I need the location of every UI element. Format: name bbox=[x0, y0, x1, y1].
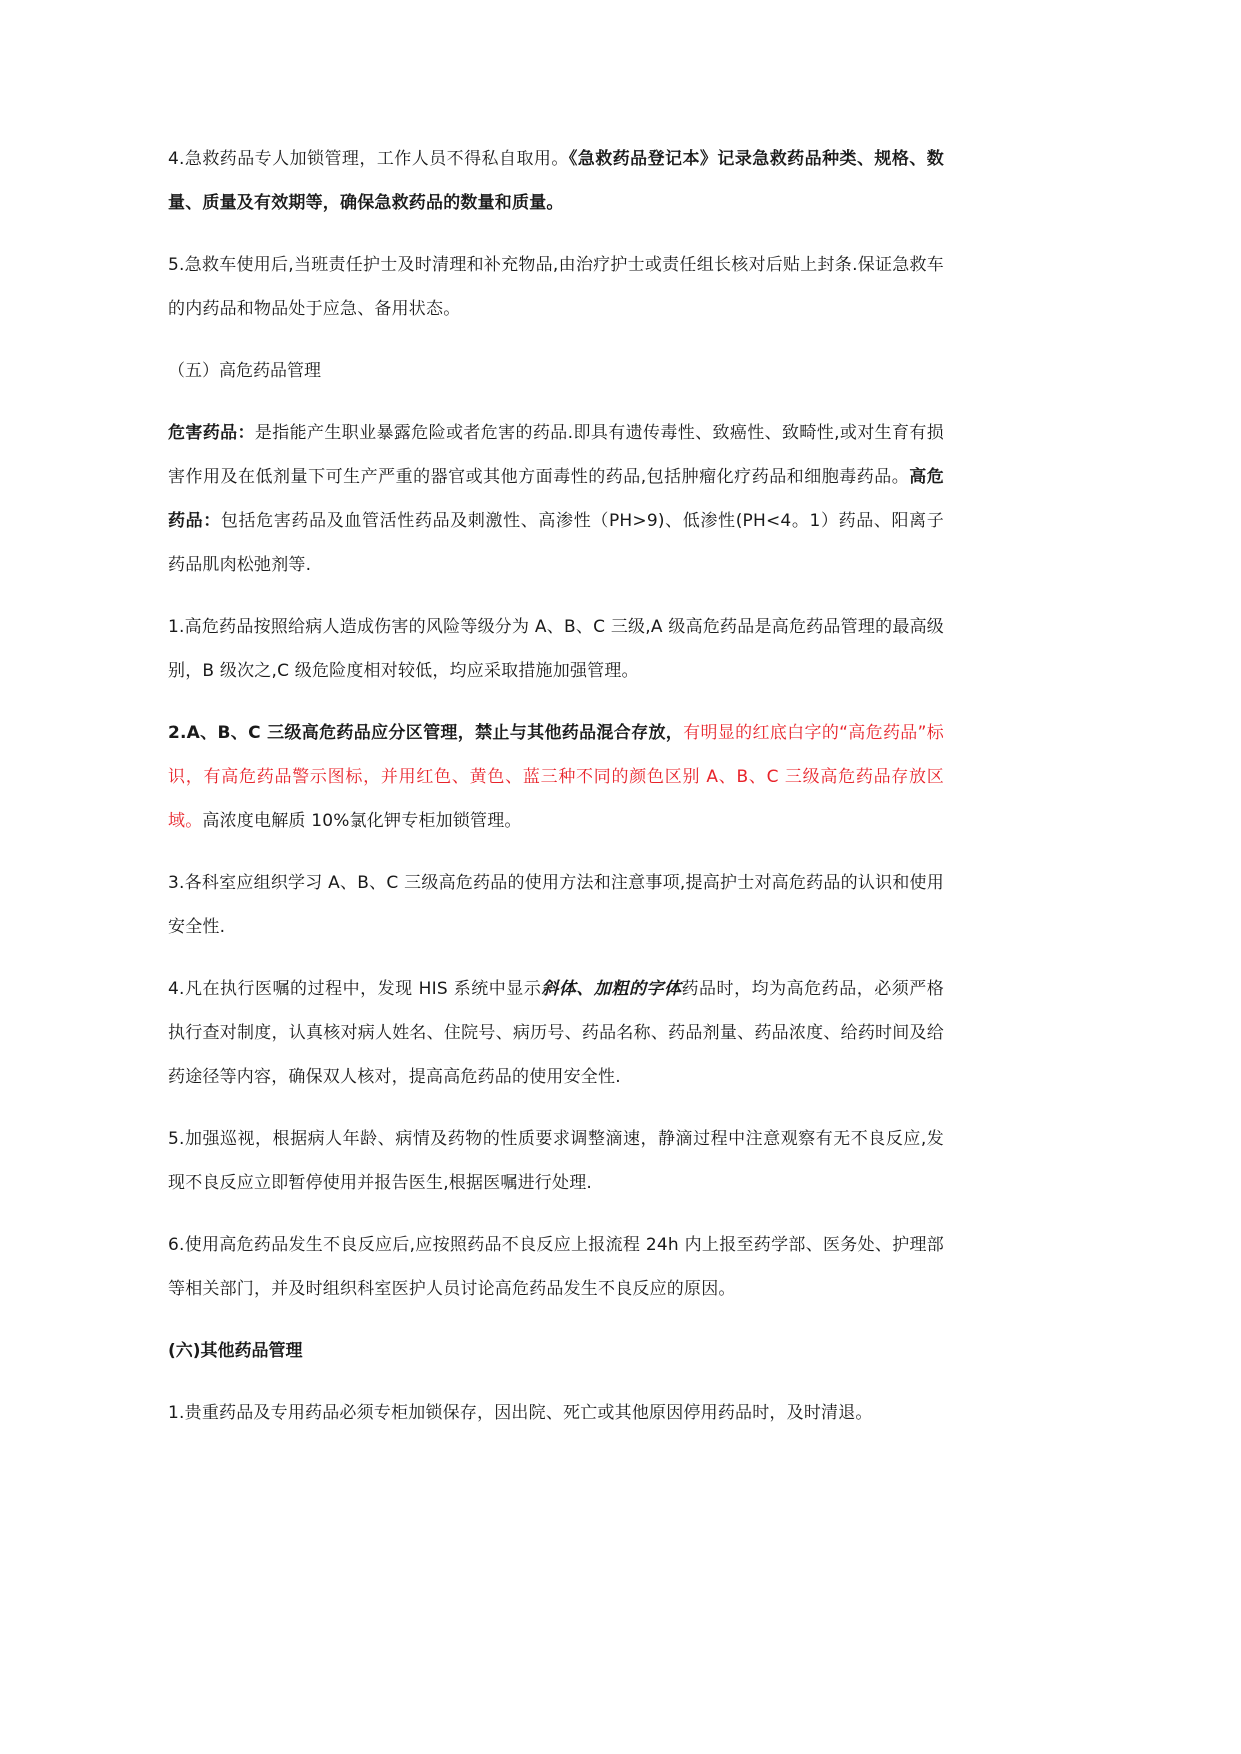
term-hazardous-drugs: 危害药品： bbox=[168, 423, 255, 443]
text-run: 6.使用高危药品发生不良反应后,应按照药品不良反应上报流程 24h 内上报至药学部、医务处、护理部等相关部门，并及时组织科室医护人员讨论高危药品发生不良反应的原因。 bbox=[168, 1235, 944, 1299]
bold-text-run: 2.A、B、C 三级高危药品应分区管理，禁止与其他药品混合存放， bbox=[168, 723, 684, 743]
text-run: 5.加强巡视，根据病人年龄、病情及药物的性质要求调整滴速，静滴过程中注意观察有无不良反应,发现不良反应立即暂停使用并报告医生,根据医嘱进行处理. bbox=[168, 1129, 944, 1193]
text-run: 3.各科室应组织学习 A、B、C 三级高危药品的使用方法和注意事项,提高护士对高危药品的认识和使用安全性. bbox=[168, 873, 944, 937]
paragraph-emergency-drug-lock bbox=[168, 137, 944, 225]
paragraph-high-alert-levels bbox=[168, 605, 944, 693]
text-run: 1.高危药品按照给病人造成伤害的风险等级分为 A、B、C 三级,A 级高危药品是高危药品管理的最高级别，B 级次之,C 级危险度相对较低，均应采取措施加强管理。 bbox=[168, 617, 944, 681]
paragraph-monitoring bbox=[168, 1117, 944, 1205]
bold-text-run: 《急救药品登记本》记录急救药品种类、规格、数量、质量及有效期等，确保急救药品的数量和质量。 bbox=[168, 149, 944, 213]
text-run: 4.凡在执行医嘱的过程中，发现 HIS 系统中显示 bbox=[168, 979, 542, 999]
definition-hazardous-drugs: 是指能产生职业暴露危险或者危害的药品.即具有遗传毒性、致癌性、致畸性,或对生育有损害作用及在低剂量下可生产严重的器官或其他方面毒性的药品,包括肿瘤化疗药品和细胞毒药品。 bbox=[168, 423, 944, 487]
bold-italic-text-run: 斜体、加粗的字体 bbox=[541, 979, 682, 999]
paragraph-definitions bbox=[168, 411, 944, 587]
text-run: 5.急救车使用后,当班责任护士及时清理和补充物品,由治疗护士或责任组长核对后贴上封条.保证急救车的内药品和物品处于应急、备用状态。 bbox=[168, 255, 944, 319]
text-run: 4.急救药品专人加锁管理，工作人员不得私自取用。 bbox=[168, 149, 569, 169]
paragraph-training bbox=[168, 861, 944, 949]
paragraph-adverse-reaction bbox=[168, 1223, 944, 1311]
text-run: 1.贵重药品及专用药品必须专柜加锁保存，因出院、死亡或其他原因停用药品时，及时清退。 bbox=[168, 1403, 873, 1423]
paragraph-his-check bbox=[168, 967, 944, 1099]
text-run: 高浓度电解质 10%氯化钾专柜加锁管理。 bbox=[202, 811, 522, 831]
paragraph-zoned-storage bbox=[168, 711, 944, 843]
section-heading-other-drugs: (六)其他药品管理 bbox=[168, 1341, 303, 1361]
document-page bbox=[168, 137, 944, 1453]
paragraph-emergency-cart bbox=[168, 243, 944, 331]
red-highlight-text: 有明显的红底白字的“高危药品”标识，有高危药品警示图标，并用红色、黄色、蓝三种不同的颜色区别 A、B、C 三级高危药品存放区域。 bbox=[168, 723, 944, 831]
section-heading-high-alert: （五）高危药品管理 bbox=[168, 361, 321, 381]
paragraph-valuable-drugs bbox=[168, 1391, 944, 1435]
term-high-alert-drugs: 高危药品： bbox=[168, 467, 944, 531]
definition-high-alert-drugs: 包括危害药品及血管活性药品及刺激性、高渗性（PH>9)、低渗性(PH<4。1）药品、阳离子药品肌肉松弛剂等. bbox=[168, 511, 944, 575]
text-run: 药品时，均为高危药品，必须严格执行查对制度，认真核对病人姓名、住院号、病历号、药品名称、药品剂量、药品浓度、给药时间及给药途径等内容，确保双人核对，提高高危药品的使用安全性. bbox=[168, 979, 944, 1087]
